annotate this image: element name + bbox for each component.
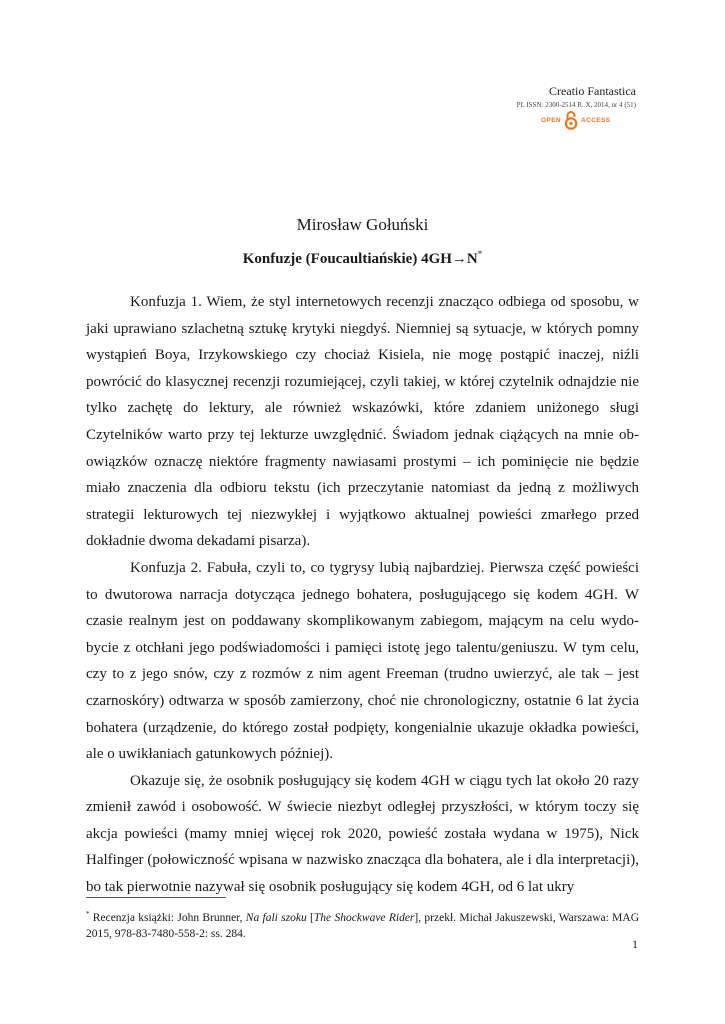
footnote-bracket-open: [ (306, 911, 314, 924)
footnote-text-before: Recenzja książki: John Brunner, (89, 911, 246, 924)
journal-issn: PL ISSN: 2300-2514 R. X, 2014, nr 4 (51) (516, 101, 636, 109)
footnote-divider (86, 897, 226, 898)
footnote (86, 906, 639, 942)
footnote-polish-title: Na fali szoku (245, 911, 307, 924)
journal-header (517, 84, 636, 110)
article-body (86, 289, 639, 901)
footnote-mark: * (86, 910, 90, 918)
open-access-lock-icon (564, 110, 578, 130)
open-access-access-label: ACCESS (581, 116, 611, 124)
open-access-badge (541, 110, 611, 130)
article-title-footnote-mark: * (477, 249, 483, 259)
article-title (0, 249, 725, 268)
paragraph-konfuzja-2: Konfuzja 2. Fabuła, czyli to, co tygrysy lubią najbardziej. Pierwsza część powieści to dwutorowa narracja dotycząca jednego bohatera, posługującego się kodem 4GH. W czasie realnym jest on poddawany skomplikowanym zabiegom, mającym na celu wydobycie z otchłani jego podświadomości i pamięci istotę jego talentu/geniuszu. W tym celu, czy to z jego snów, czy z rozmów z nim agent Freeman (trudno uwierzyć, ale tak – jest czarnoskóry) odtwarza w sposób zamierzony, choć nie chronologiczny, ostatnie 6 lat życia bohatera (urządzenie, do którego został podpięty, kongenialnie ukazuje okładka powieści, ale o uwikłaniach gatunkowych później). (86, 559, 639, 763)
journal-title: Creatio Fantastica (549, 84, 636, 98)
paragraph-okazuje-sie: Okazuje się, że osobnik posługujący się kodem 4GH w ciągu tych lat około 20 razy zmienił zawód i osobowość. W świecie niezbyt odległej przyszłości, w którym toczy się akcja powieści (mamy mniej więcej rok 2020, powieść została wydana w 1975), Nick Halfinger (połowiczność wpisana w nazwisko znacząca dla bohatera, ale i dla interpretacji), bo tak pierwotnie nazywał się osobnik posługujący się kodem 4GH, od 6 lat ukry (86, 772, 639, 896)
article-title-text: Konfuzje (Foucaultiańskie) 4GH→N (242, 251, 478, 267)
paragraph-konfuzja-1: Konfuzja 1. Wiem, że styl internetowych recenzji znacząco odbiega od sposobu, w jaki uprawiano szlachetną sztukę krytyki niegdyś. Niemniej są sytuacje, w których pomny wystąpień Boya, Irzykowskiego czy chociaż Kisiela, nie mogę postąpić inaczej, niźli powrócić do klasycznej recenzji rozumiejącej, czyli takiej, w której czytelnik odnajdzie nie tylko zachętę do lektury, ale również wskazówki, które zdaniem uniżonego sługi Czytelników warto przy tej lekturze uwzględnić. Świadom jednak ciążących na mnie obowiązków oznaczę niektóre fragmenty nawiasami prostymi – ich pominięcie nie będzie miało znaczenia dla odbioru tekstu (ich przeczytanie natomiast da jedną z możliwych strategii lekturowych tej niezwykłej i wyjątkowo aktualnej powieści zmarłego przed dokładnie dwoma dekadami pisarza). (86, 294, 639, 550)
page-number: 1 (632, 937, 638, 951)
article-author: Mirosław Gołuński (296, 215, 429, 234)
footnote-text-after: ], przekł. Michał Jakuszewski, Warszawa: MAG 2015, 978-83-7480-558-2: ss. 284. (86, 911, 639, 940)
footnote-original-title: The Shockwave Rider (313, 911, 415, 924)
open-access-open-label: OPEN (541, 116, 562, 124)
